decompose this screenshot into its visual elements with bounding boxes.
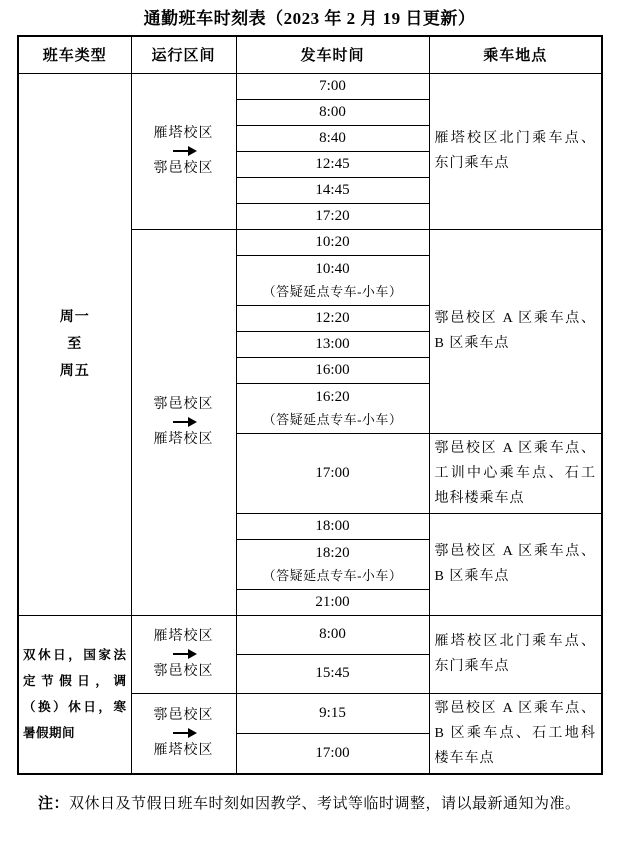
departure-time-cell: 13:00	[236, 331, 429, 357]
boarding-location-cell: 鄠邑校区 A 区乘车点、B 区乘车点、石工地科楼车车点	[429, 693, 602, 774]
note	[8, 785, 607, 824]
col-header-departure-time: 发车时间	[236, 36, 429, 73]
route-from: 鄠邑校区	[153, 397, 214, 412]
departure-time-cell: 18:00	[236, 513, 429, 539]
arrow-row	[132, 144, 236, 158]
bus-type-weekday-line: 至	[67, 336, 83, 352]
boarding-location-cell: 雁塔校区北门乘车点、东门乘车点	[429, 73, 602, 229]
departure-time-note: （答疑延点专车-小车）	[262, 568, 403, 583]
departure-time-cell	[236, 255, 429, 305]
page-title: 通勤班车时刻表（2023 年 2 月 19 日更新）	[143, 9, 476, 28]
note-text: 双休日及节假日班车时刻如因教学、考试等临时调整，请以最新通知为准。	[69, 795, 581, 812]
right-arrow-icon	[173, 732, 195, 734]
boarding-location-cell: 鄠邑校区 A 区乘车点、工训中心乘车点、石工地科楼乘车点	[429, 433, 602, 513]
departure-time-cell: 8:00	[236, 615, 429, 654]
route-from: 雁塔校区	[153, 629, 214, 644]
departure-time-cell: 12:45	[236, 151, 429, 177]
right-arrow-icon	[173, 421, 195, 423]
header-row	[18, 36, 602, 73]
departure-time-note: （答疑延点专车-小车）	[262, 284, 403, 299]
departure-time: 10:40	[315, 261, 350, 277]
departure-time: 16:20	[315, 389, 350, 405]
departure-time-cell	[236, 539, 429, 589]
note-prefix: 注：	[38, 795, 70, 812]
departure-time-cell: 21:00	[236, 589, 429, 615]
arrow-row	[132, 647, 236, 661]
route-from: 鄠邑校区	[153, 708, 214, 723]
departure-time-cell: 16:00	[236, 357, 429, 383]
departure-time-cell: 12:20	[236, 305, 429, 331]
route-to: 雁塔校区	[153, 743, 214, 758]
route-yanta-to-huyi-weekday	[131, 73, 236, 229]
departure-time-cell: 7:00	[236, 73, 429, 99]
departure-time-cell: 17:00	[236, 733, 429, 773]
arrow-row	[132, 726, 236, 740]
departure-time-cell: 8:40	[236, 125, 429, 151]
departure-time: 18:20	[315, 545, 350, 561]
bus-type-weekday-line: 周一	[59, 309, 90, 325]
table-row	[18, 73, 602, 99]
route-huyi-to-yanta-weekend	[131, 693, 236, 774]
bus-type-weekday-cell	[18, 73, 131, 615]
boarding-location-cell: 雁塔校区北门乘车点、东门乘车点	[429, 615, 602, 693]
departure-time-cell: 17:00	[236, 433, 429, 513]
departure-time-cell: 14:45	[236, 177, 429, 203]
boarding-location-cell: 鄠邑校区 A 区乘车点、B 区乘车点	[429, 513, 602, 615]
arrow-row	[132, 415, 236, 429]
boarding-location-cell: 鄠邑校区 A 区乘车点、B 区乘车点	[429, 229, 602, 433]
route-to: 鄠邑校区	[153, 664, 214, 679]
departure-time-cell: 17:20	[236, 203, 429, 229]
departure-time-note: （答疑延点专车-小车）	[262, 412, 403, 427]
route-from: 雁塔校区	[153, 126, 214, 141]
col-header-route: 运行区间	[131, 36, 236, 73]
right-arrow-icon	[173, 150, 195, 152]
departure-time-cell: 9:15	[236, 693, 429, 733]
bus-type-weekend-cell: 双休日，国家法定节假日，调（换）休日，寒暑假期间	[18, 615, 131, 774]
route-to: 鄠邑校区	[153, 161, 214, 176]
right-arrow-icon	[173, 653, 195, 655]
col-header-bus-type: 班车类型	[18, 36, 131, 73]
route-huyi-to-yanta-weekday	[131, 229, 236, 615]
route-yanta-to-huyi-weekend	[131, 615, 236, 693]
departure-time-cell: 10:20	[236, 229, 429, 255]
departure-time-cell	[236, 383, 429, 433]
bus-timetable	[17, 35, 603, 775]
route-to: 雁塔校区	[153, 432, 214, 447]
table-row	[18, 615, 602, 654]
departure-time-cell: 15:45	[236, 654, 429, 693]
col-header-location: 乘车地点	[429, 36, 602, 73]
departure-time-cell: 8:00	[236, 99, 429, 125]
bus-type-weekday-line: 周五	[59, 363, 90, 379]
